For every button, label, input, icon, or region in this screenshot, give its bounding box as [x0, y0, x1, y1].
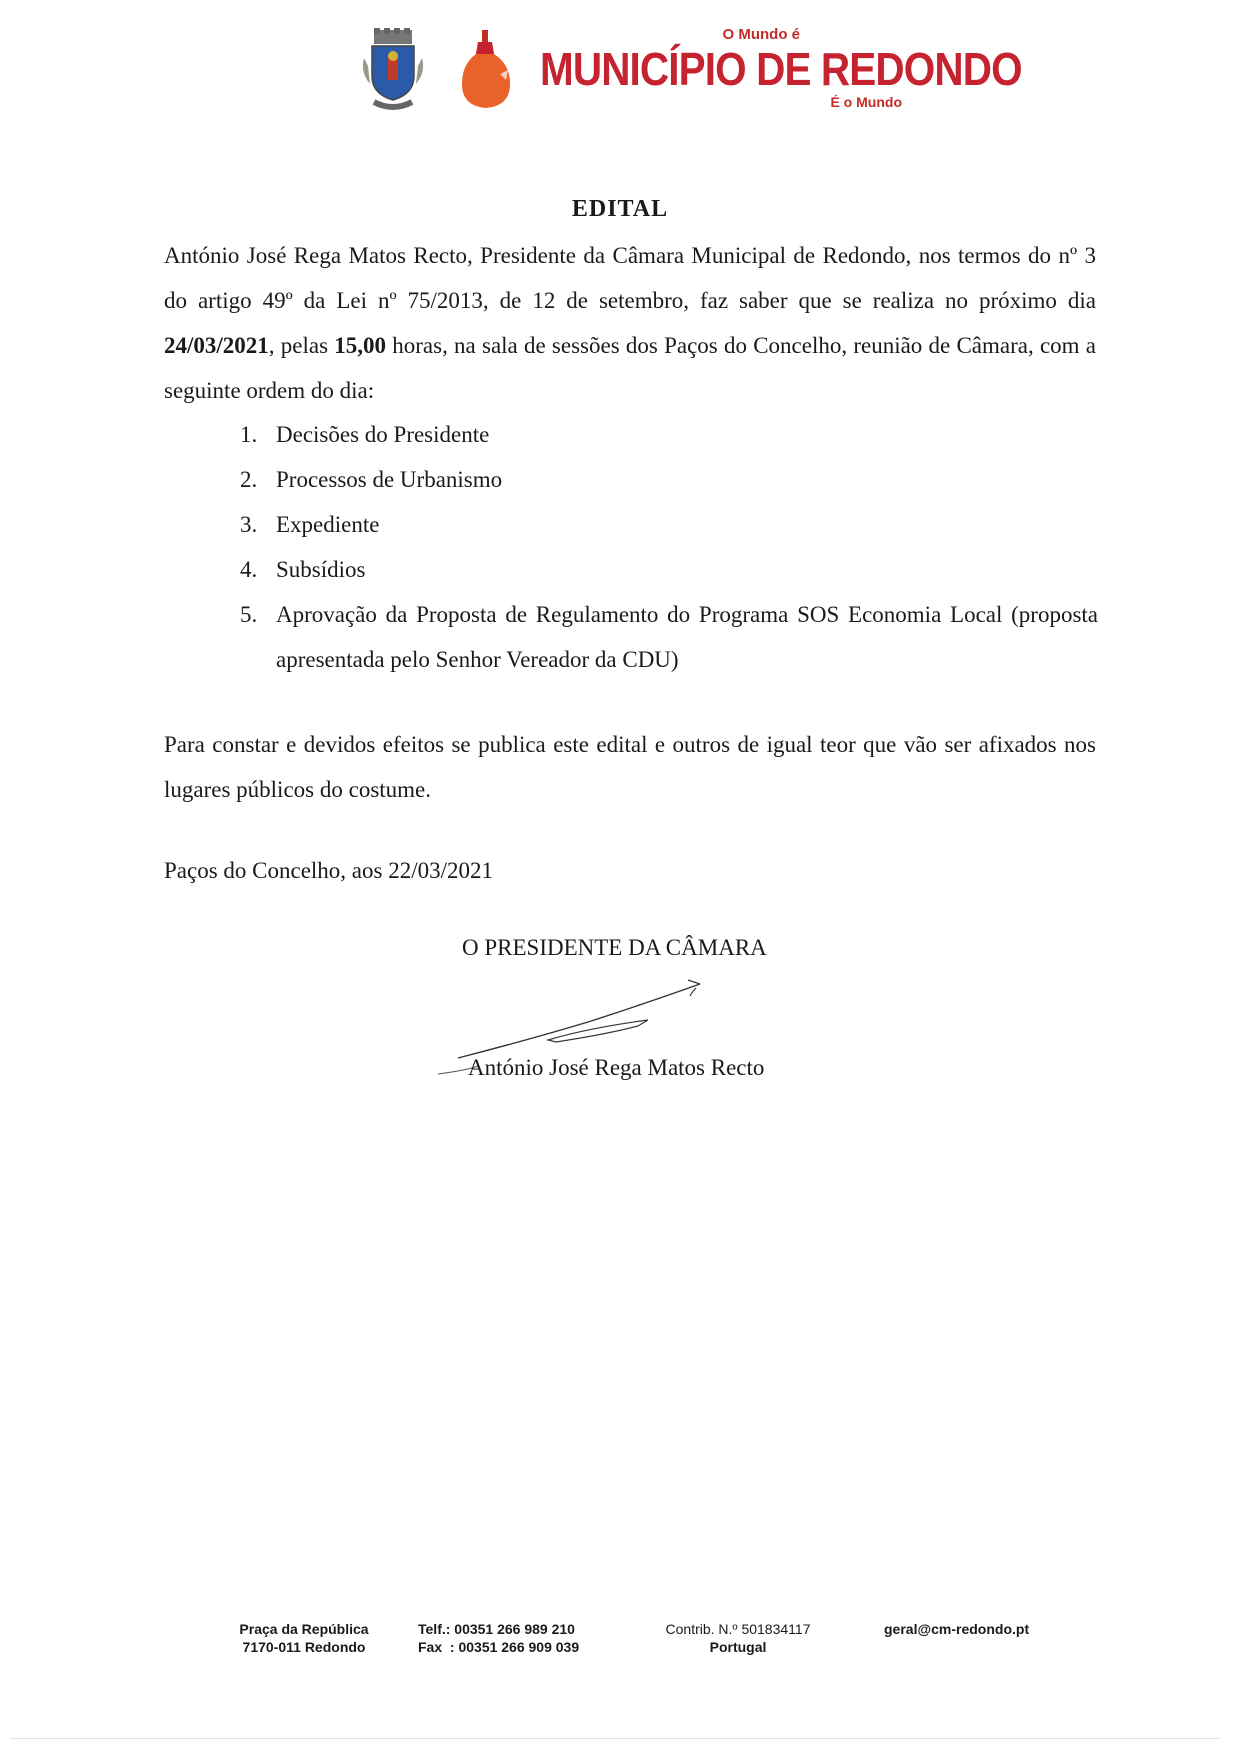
contrib-label: Contrib. N.º: [665, 1621, 738, 1637]
signature-title: O PRESIDENTE DA CÂMARA: [462, 935, 767, 960]
agenda-item-text: Expediente: [276, 512, 380, 537]
brand-name: MUNICÍPIO DE REDONDO: [540, 43, 1022, 95]
agenda-item: [232, 502, 1098, 547]
footer-contrib: [648, 1620, 828, 1656]
address-line-1: Praça da República: [239, 1621, 369, 1637]
agenda-item-text: Subsídios: [276, 557, 366, 582]
agenda-item-number: 4.: [240, 557, 258, 582]
agenda-item: [232, 547, 1098, 592]
agenda-item-text: Aprovação da Proposta de Regulamento do Programa SOS Economia Local (proposta apresentada pelo Senhor Vereador da CDU): [276, 602, 1098, 672]
footer-phone: [418, 1620, 618, 1656]
agenda-list: [232, 412, 1098, 682]
place-and-date: Paços do Concelho, aos 22/03/2021: [164, 858, 493, 883]
clay-jug-icon: [458, 30, 514, 110]
agenda-item: [232, 457, 1098, 502]
signature-name: António José Rega Matos Recto: [468, 1055, 765, 1080]
agenda-item-number: 3.: [240, 512, 258, 537]
address-line-2: 7170-011 Redondo: [242, 1639, 366, 1655]
agenda-item-number: 5.: [240, 602, 258, 627]
footer-email[interactable]: [884, 1620, 1064, 1638]
phone-number: Telf.: 00351 266 989 210: [418, 1621, 575, 1637]
intro-text-2: , pelas: [268, 333, 335, 358]
footer-address: [214, 1620, 394, 1656]
contrib-line: [648, 1620, 828, 1638]
email-link[interactable]: geral@cm-redondo.pt: [884, 1621, 1030, 1637]
fax-number: Fax : 00351 266 909 039: [418, 1639, 580, 1655]
intro-text-1: António José Rega Matos Recto, Presidente da Câmara Municipal de Redondo, nos termos do nº 3 do artigo 49º da Lei nº 75/2013, de 12 de setembro, faz saber que se realiza no próximo dia: [164, 243, 1096, 313]
meeting-time: 15,00: [334, 333, 387, 358]
agenda-item: [232, 412, 1098, 457]
brand-tagline-top: O Mundo é: [722, 26, 800, 43]
agenda-item-number: 2.: [240, 467, 258, 492]
page-title: EDITAL: [571, 196, 669, 222]
municipality-logo: [540, 26, 1022, 116]
contrib-number: 501834117: [741, 1621, 811, 1637]
municipal-crest-icon: [360, 28, 426, 112]
country: Portugal: [709, 1639, 767, 1655]
agenda-item-text: Decisões do Presidente: [276, 422, 490, 447]
intro-paragraph: [164, 233, 1096, 413]
agenda-item-number: 1.: [240, 422, 258, 447]
brand-tagline-bottom: É o Mundo: [830, 94, 902, 110]
meeting-date: 24/03/2021: [164, 333, 269, 358]
agenda-item: [232, 592, 1098, 682]
page-bottom-divider: [10, 1738, 1220, 1739]
agenda-item-text: Processos de Urbanismo: [276, 467, 503, 492]
intro-text-3: horas, na sala de sessões dos Paços do Concelho, reunião de Câmara, com a seguinte ordem do dia:: [164, 333, 1097, 403]
closing-paragraph: Para constar e devidos efeitos se publica este edital e outros de igual teor que vão ser afixados nos lugares públicos do costume.: [164, 732, 1096, 802]
